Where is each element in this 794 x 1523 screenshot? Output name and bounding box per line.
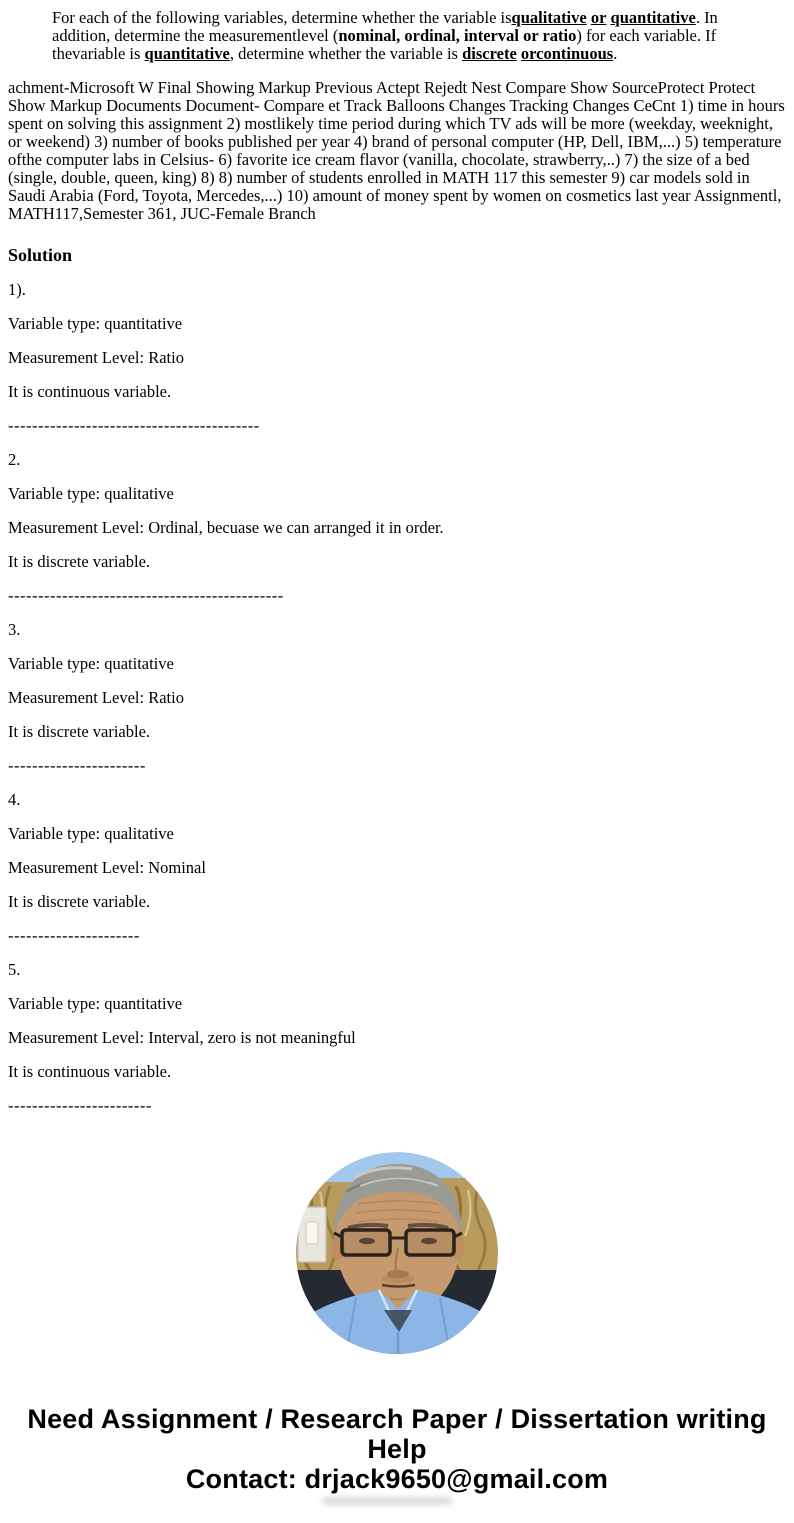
measurement-level: Measurement Level: Ratio <box>8 348 184 367</box>
item-number: 5. <box>8 960 21 979</box>
measurement-level: Measurement Level: Interval, zero is not meaningful <box>8 1028 356 1047</box>
variable-nature: It is discrete variable. <box>8 552 151 571</box>
variable-nature: It is continuous variable. <box>8 1062 172 1081</box>
assignment-instructions <box>52 9 760 63</box>
instructions-text: . <box>613 44 618 63</box>
term-or: or <box>590 8 607 27</box>
instructions-text: , determine whether the variable is <box>229 44 463 63</box>
variable-type: Variable type: qualitative <box>8 824 174 843</box>
promo-headline: Need Assignment / Research Paper / Dissertation writing Help <box>27 1404 767 1464</box>
footer-text-smudge <box>322 1497 452 1505</box>
separator-dashes: ------------------------------------------ <box>8 416 260 435</box>
separator-dashes: ------------------------ <box>8 1096 152 1115</box>
solution-item-1 <box>0 281 794 435</box>
solution-item-2 <box>0 451 794 605</box>
measurement-level: Measurement Level: Ratio <box>8 688 184 707</box>
instructions-text: . In addition, determine the measurementlevel ( <box>52 8 718 45</box>
variable-type: Variable type: quatitative <box>8 654 174 673</box>
solution-heading: Solution <box>8 245 73 265</box>
term-quantitative: quantitative <box>610 8 696 27</box>
term-discrete: discrete <box>462 44 517 63</box>
separator-dashes: ---------------------------------------------- <box>8 586 284 605</box>
separator-dashes: ----------------------- <box>8 756 146 775</box>
term-orcontinuous: orcontinuous <box>520 44 614 63</box>
item-number: 3. <box>8 620 21 639</box>
term-qualitative: qualitative <box>511 8 587 27</box>
contact-email: Contact: drjack9650@gmail.com <box>185 1464 609 1494</box>
term-quantitative-2: quantitative <box>144 44 230 63</box>
term-measurement-levels: nominal, ordinal, interval or ratio <box>338 26 577 45</box>
solution-item-5 <box>0 961 794 1115</box>
variable-type: Variable type: qualitative <box>8 484 174 503</box>
item-number: 4. <box>8 790 21 809</box>
instructor-photo <box>296 1152 498 1354</box>
solution-item-3 <box>0 621 794 775</box>
variable-nature: It is discrete variable. <box>8 892 151 911</box>
solution-item-4 <box>0 791 794 945</box>
measurement-level: Measurement Level: Ordinal, becuase we can arranged it in order. <box>8 518 444 537</box>
variable-type: Variable type: quantitative <box>8 314 183 333</box>
assignment-questions-paragraph: achment-Microsoft W Final Showing Markup Previous Actept Rejedt Nest Compare Show SourceProtect Protect Show Markup Documents Document- Compare et Track Balloons Changes Tracking Changes CeCnt 1) time in hours spent on solving this assignment 2) mostlikely time period during which TV ads will be more (weekday, weeknight, or weekend) 3) number of books published per year 4) brand of personal computer (HP, Dell, IBM,...) 5) temperature ofthe computer labs in Celsius- 6) favorite ice cream flavor (vanilla, chocolate, strawberry,..) 7) the size of a bed (single, double, queen, king) 8) 8) number of students enrolled in MATH 117 this semester 9) car models sold in Saudi Arabia (Ford, Toyota, Mercedes,...) 10) amount of money spent by women on cosmetics last year Assignmentl, MATH117,Semester 361, JUC-Female Branch <box>8 78 785 223</box>
instructions-text: For each of the following variables, determine whether the variable is <box>52 8 512 27</box>
variable-nature: It is continuous variable. <box>8 382 172 401</box>
item-number: 1). <box>8 280 26 299</box>
instructions-text: ) for each variable. If thevariable is <box>52 26 717 63</box>
portrait-container <box>0 1152 794 1354</box>
item-number: 2. <box>8 450 21 469</box>
measurement-level: Measurement Level: Nominal <box>8 858 206 877</box>
promo-footer <box>0 1404 794 1505</box>
variable-type: Variable type: quantitative <box>8 994 183 1013</box>
separator-dashes: ---------------------- <box>8 926 140 945</box>
variable-nature: It is discrete variable. <box>8 722 151 741</box>
